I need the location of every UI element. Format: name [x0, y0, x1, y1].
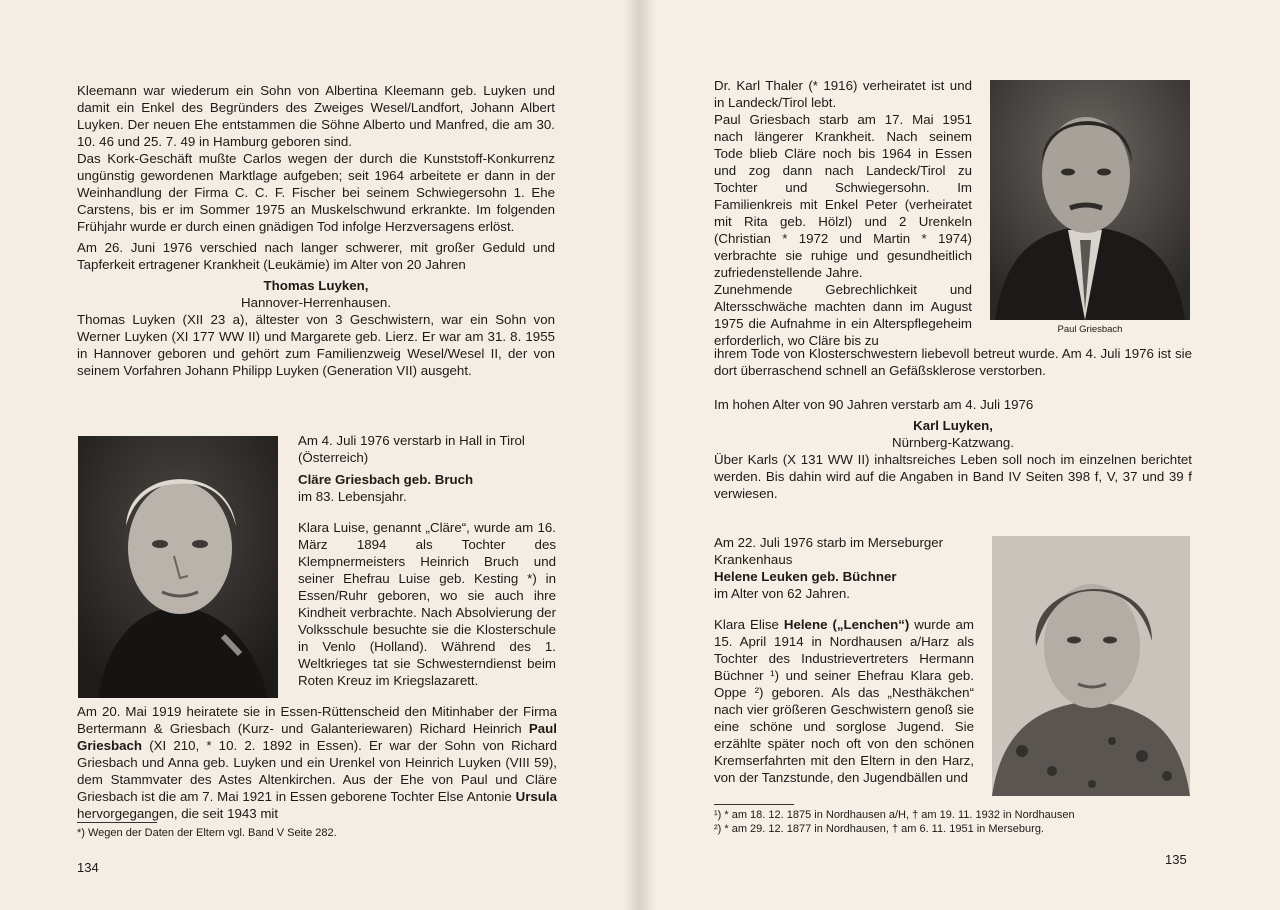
text-run: hervorgegangen, die seit 1943 mit: [77, 806, 279, 821]
deceased-name: [714, 417, 1192, 434]
paragraph: Am 26. Juni 1976 verschied nach langer schwerer, mit großer Geduld und Tapferkeit ertragener Krankheit (Leukämie) im Alter von 20 Jahren: [77, 240, 555, 272]
footnote: *) Wegen der Daten der Eltern vgl. Band V Seite 282.: [77, 827, 337, 839]
page-number: 135: [1165, 852, 1187, 867]
paragraph: Thomas Luyken (XII 23 a), ältester von 3 Geschwistern, war ein Sohn von Werner Luyken (XI 177 WW II) und Margarete geb. Lierz. Er war am 31. 8. 1955 in Hannover geboren und gehört zum Familienzweig Wesel/Wesel II, der von seinem Vorfahren Johann Philipp Luyken (Generation VII) ausgeht.: [77, 312, 555, 378]
paragraph: Zunehmende Gebrechlichkeit und Altersschwäche machten dann im August 1975 die Aufnahme in ein Alterspflegeheim erforderlich, wo Cläre bis zu: [714, 282, 972, 348]
name-bold: Ursula: [515, 789, 557, 804]
footnote-rule: [714, 804, 794, 805]
paragraph: [714, 616, 974, 786]
book-gutter: [624, 0, 656, 910]
paragraph: Klara Luise, genannt „Cläre“, wurde am 16. März 1894 als Tochter des Klempnermeisters Heinrich Bruch und seiner Ehefrau Luise geb. Kesting *) in Essen/Ruhr geboren, wo sie auch ihre Kindheit verbrachte. Nach Absolvierung der Volksschule besuchte sie die Klosterschule in Venlo (Holland). Während des 1. Weltkrieges tat sie Schwesterndienst beim Roten Kreuz im Kriegslazarett.: [298, 520, 556, 688]
name-bold: Helene Leuken geb. Büchner: [714, 569, 897, 584]
text-run: wurde am 15. April 1914 in Nordhausen a/Harz als Tochter des Industrievertreters Hermann Büchner ¹) und seiner Ehefrau Klara geb. Oppe ²) geboren. Als das „Nesthäkchen“ nach vier größeren Geschwistern genoß sie eine schöne und sorglose Jugend. Sie erzählte später noch oft von den schönen Kremserfahrten mit den Eltern in den Harz, von der Tanzstunde, den Jugendbällen und: [714, 617, 974, 785]
paragraph: Im hohen Alter von 90 Jahren verstarb am 4. Juli 1976: [714, 397, 1034, 412]
name-bold: Thomas Luyken,: [263, 278, 369, 293]
text-run: Am 20. Mai 1919 heiratete sie in Essen-Rüttenscheid den Mitinhaber der Firma Bertermann & Griesbach (Kurz- und Galanteriewaren) Richard Heinrich: [77, 704, 557, 736]
page-number: 134: [77, 860, 99, 875]
page-right: [640, 0, 1280, 910]
name-bold: Helene („Lenchen“): [783, 617, 910, 632]
paragraph: ihrem Tode von Klosterschwestern liebevoll betreut wurde. Am 4. Juli 1976 ist sie dort überraschend schnell an Gefäßsklerose verstorben.: [714, 346, 1192, 378]
left-text-bottom: [77, 703, 557, 822]
paragraph: Paul Griesbach starb am 17. Mai 1951 nach längerer Krankheit. Nach seinem Tode blieb Cläre noch bis 1964 in Essen und zog dann nach Landeck/Tirol zu Tochter und Schwiegersohn. Im Familienkreis mit Enkel Peter (verheiratet mit Rita geb. Hölzl) und 2 Urenkeln (Christian * 1972 und Martin * 1974) verbrachte sie ruhige und gesundheitlich zufriedenstellende Jahre.: [714, 112, 972, 280]
right-text-top: [714, 77, 972, 349]
left-text-top: [77, 82, 555, 379]
paragraph: [77, 703, 557, 822]
left-text-side: [298, 432, 556, 689]
paragraph: im Alter von 62 Jahren.: [714, 586, 850, 601]
right-text-side: [714, 534, 974, 786]
paragraph: Dr. Karl Thaler (* 1916) verheiratet ist und in Landeck/Tirol lebt.: [714, 78, 972, 110]
paragraph: im 83. Lebensjahr.: [298, 489, 407, 504]
footnote-rule: [77, 822, 157, 823]
photo-caption: Paul Griesbach: [1057, 324, 1123, 335]
text-run: (XI 210, * 10. 2. 1892 in Essen). Er war der Sohn von Richard Griesbach und Anna geb. Luyken und ein Urenkel von Heinrich Luyken (VIII 59), dem Stammvater des Astes Altenkirchen. Aus der Ehe von Paul und Cläre Griesbach ist die am 7. Mai 1921 in Essen geborene Tochter Else Antonie: [77, 738, 557, 804]
footnote-2: ²) * am 29. 12. 1877 in Nordhausen, † am 6. 11. 1951 in Merseburg.: [714, 823, 1044, 835]
name-bold: Karl Luyken,: [913, 418, 993, 433]
paragraph: Über Karls (X 131 WW II) inhaltsreiches Leben soll noch im einzelnen berichtet werden. Bis dahin wird auf die Angaben in Band IV Seiten 398 f, V, 37 und 39 f verwiesen.: [714, 452, 1192, 501]
photo-claere-griesbach: [78, 436, 278, 698]
deceased-place: Nürnberg-Katzwang.: [892, 435, 1014, 450]
paragraph: Am 4. Juli 1976 verstarb in Hall in Tirol (Österreich): [298, 433, 525, 465]
name-bold: Cläre Griesbach geb. Bruch: [298, 472, 474, 487]
paragraph: Kleemann war wiederum ein Sohn von Albertina Kleemann geb. Luyken und damit ein Enkel des Begründers des Zweiges Wesel/Landfort, Johann Albert Luyken. Der neuen Ehe entstammen die Söhne Alberto und Manfred, die am 30. 10. 46 und 25. 7. 49 in Hamburg geboren sind.: [77, 83, 555, 149]
right-text-mid: [714, 345, 1192, 502]
photo-paul-griesbach: [990, 80, 1190, 320]
text-run: Klara Elise: [714, 617, 784, 632]
deceased-name: [298, 471, 556, 488]
deceased-name: [714, 568, 974, 585]
paragraph: Das Kork-Geschäft mußte Carlos wegen der durch die Kunststoff-Konkurrenz ungünstig gewordenen Marktlage aufgeben; seit 1964 arbeitete er dann in der Weinhandlung der Firma C. C. F. Fischer bei seinem Schwiegersohn 1. Ehe Carstens, bis er im Sommer 1975 an Muskelschwund erkrankte. Im folgenden Frühjahr wurde er durch einen gnädigen Tod infolge Herzversagens erlöst.: [77, 151, 555, 234]
deceased-place: Hannover-Herrenhausen.: [240, 295, 392, 310]
paragraph: Am 22. Juli 1976 starb im Merseburger Krankenhaus: [714, 535, 944, 567]
deceased-name: [77, 277, 555, 294]
footnote-1: ¹) * am 18. 12. 1875 in Nordhausen a/H, † am 19. 11. 1932 in Nordhausen: [714, 809, 1075, 821]
name-bold: Paul Griesbach: [77, 721, 557, 753]
photo-helene-leuken: [992, 536, 1190, 796]
footnotes: [714, 808, 1194, 836]
